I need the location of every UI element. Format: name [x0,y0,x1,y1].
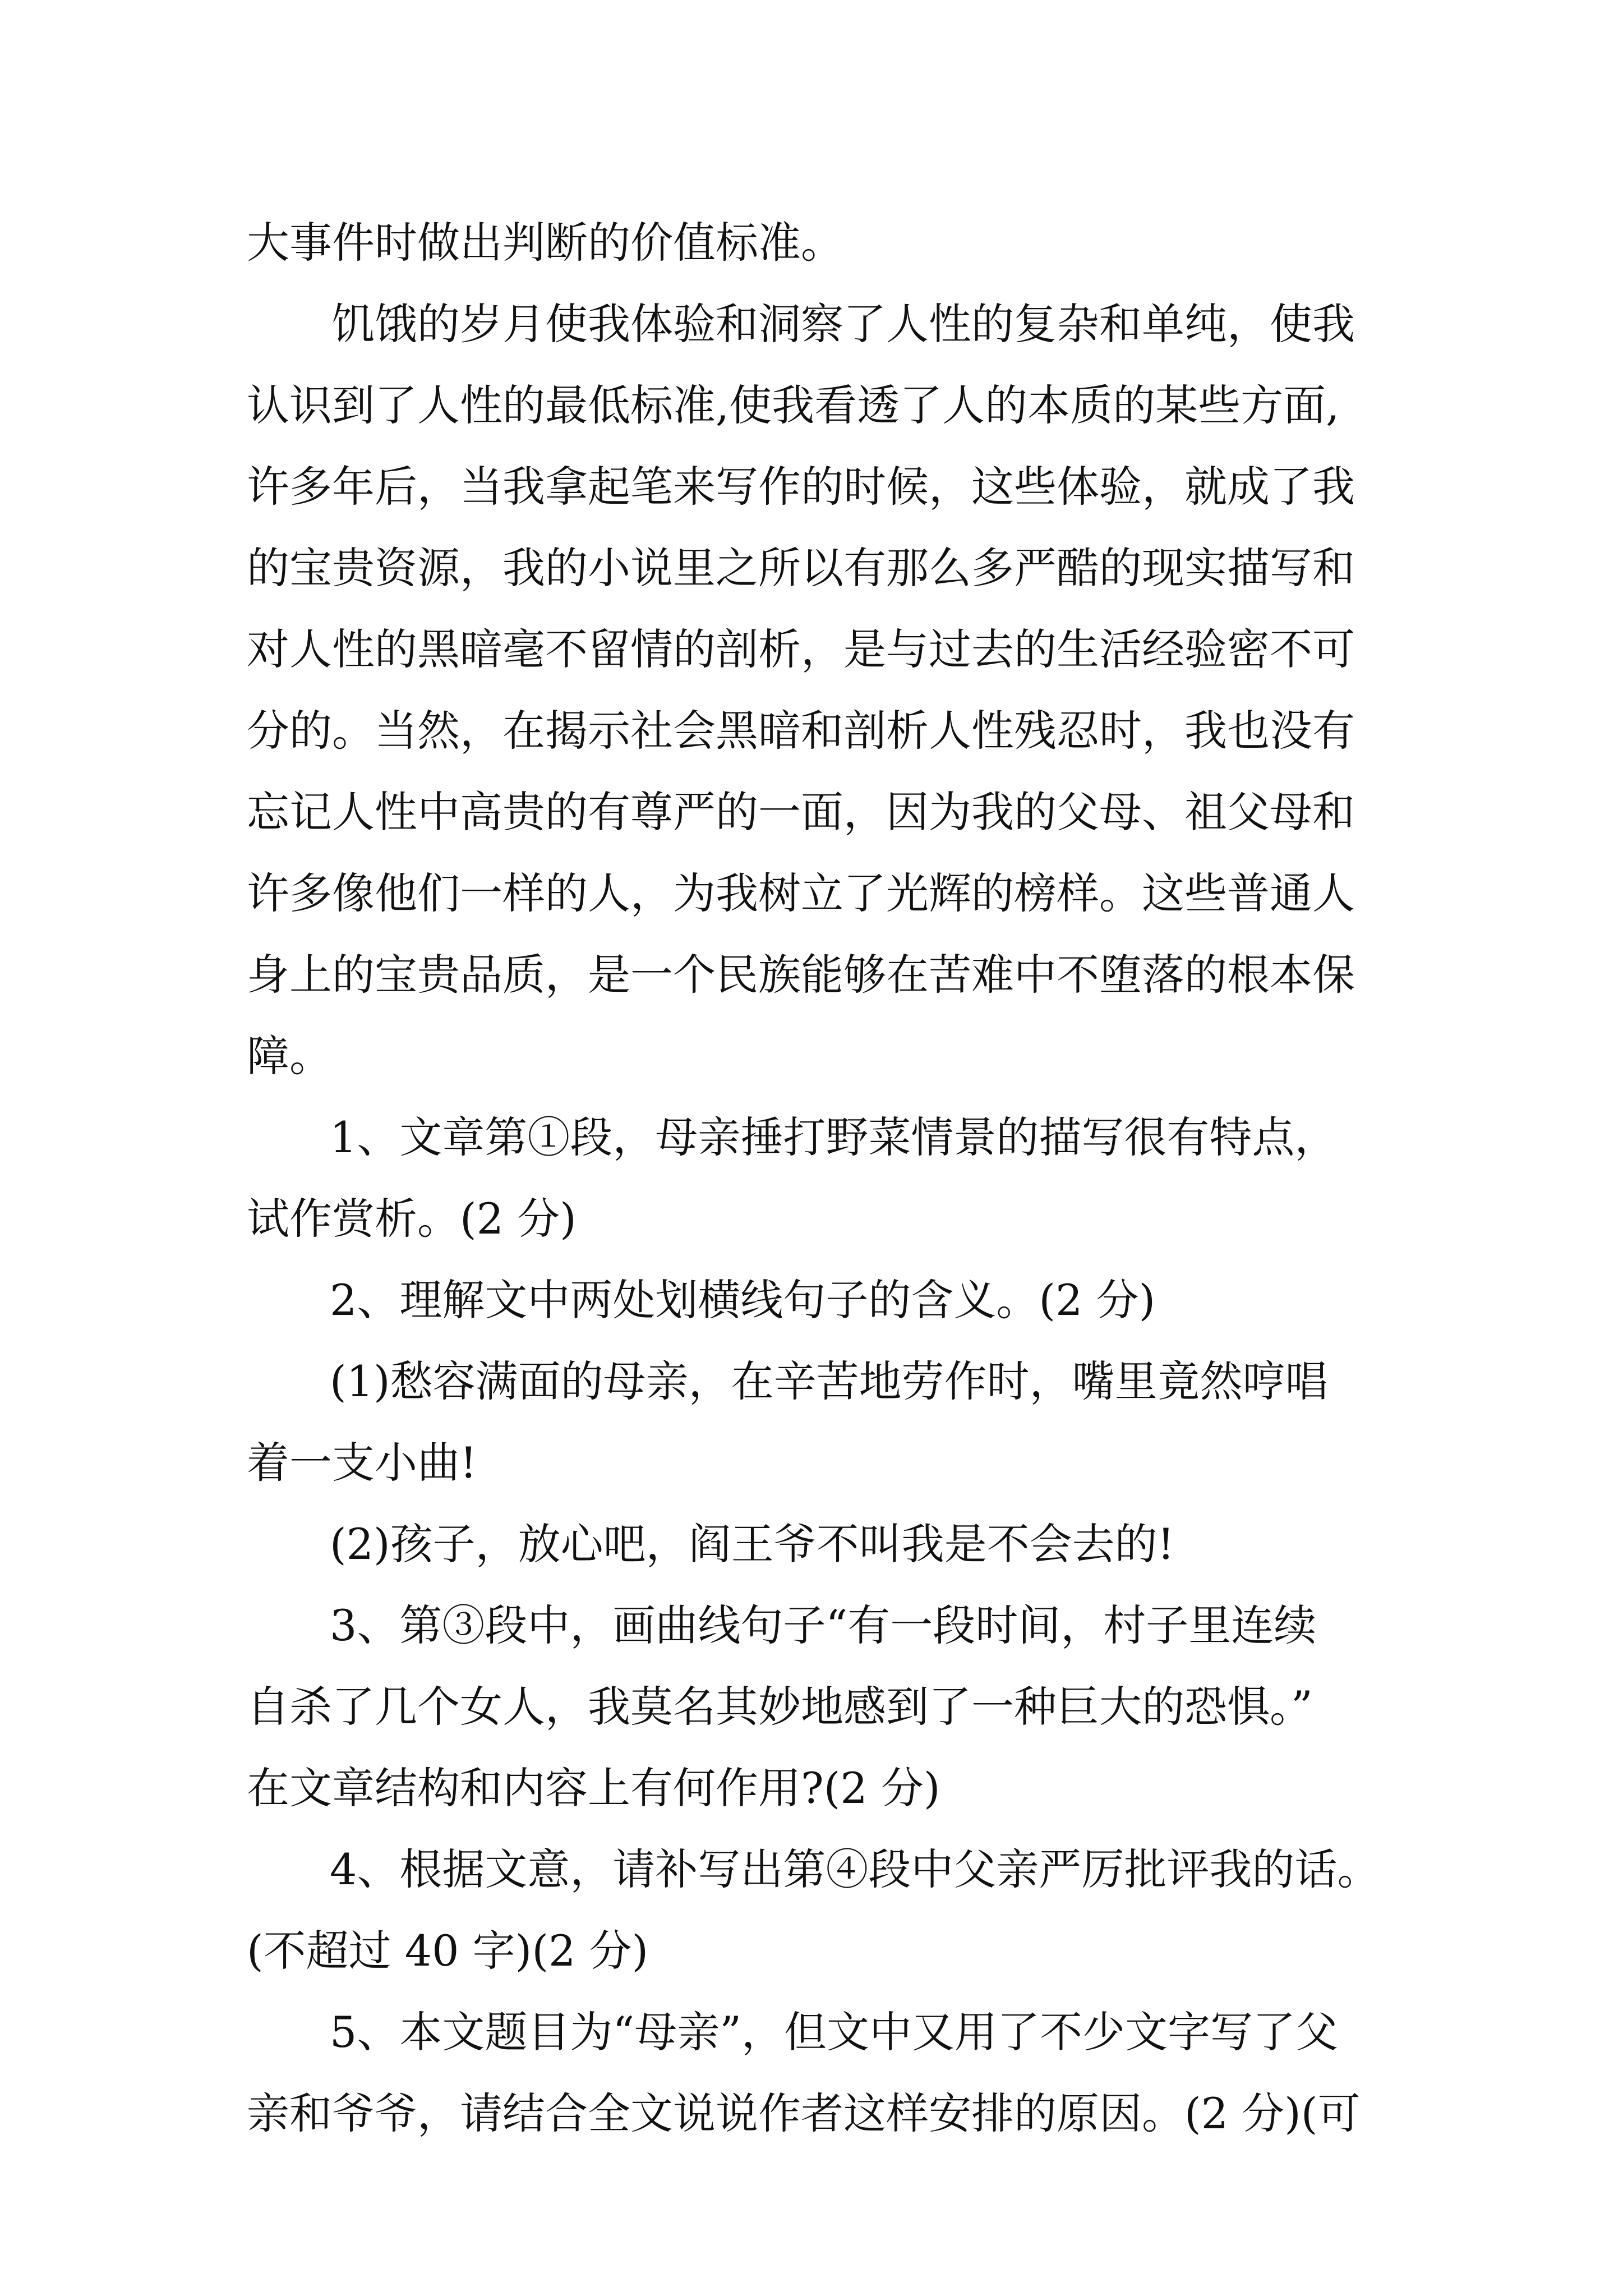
text-line: 身上的宝贵品质，是一个民族能够在苦难中不堕落的根本保 [247,950,1355,1000]
question-line: 5、本文题目为“母亲”，但文中又用了不少文字写了父 [330,2007,1339,2057]
text-line: 分的。当然，在揭示社会黑暗和剖析人性残忍时，我也没有 [247,706,1355,756]
text-line: 许多年后，当我拿起笔来写作的时候，这些体验，就成了我 [247,462,1355,512]
question-line: 亲和爷爷，请结合全文说说作者这样安排的原因。(2 分)(可 [247,2088,1361,2138]
text-line: 饥饿的岁月使我体验和洞察了人性的复杂和单纯，使我 [332,299,1355,349]
text-line: 忘记人性中高贵的有尊严的一面，因为我的父母、祖父母和 [247,787,1355,837]
question-line: 自杀了几个女人，我莫名其妙地感到了一种巨大的恐惧。” [247,1682,1313,1732]
body-text [247,202,1408,2154]
text-line: 障。 [247,1031,332,1081]
question-line: (2)孩子，放心吧，阎王爷不叫我是不会去的! [330,1519,1175,1569]
question-line: (不超过 40 字)(2 分) [247,1926,649,1976]
text-line: 对人性的黑暗毫不留情的剖析，是与过去的生活经验密不可 [247,624,1355,674]
text-line: 的宝贵资源，我的小说里之所以有那么多严酷的现实描写和 [247,543,1355,593]
question-line: 在文章结构和内容上有何作用?(2 分) [247,1763,940,1813]
text-line: 认识到了人性的最低标准,使我看透了人的本质的某些方面, [247,380,1340,430]
text-line: 大事件时做出判断的价值标准。 [247,218,843,268]
question-line: 3、第③段中，画曲线句子“有一段时间，村子里连续 [330,1600,1317,1650]
question-line: 着一支小曲! [247,1438,477,1488]
question-line: 1、文章第①段，母亲捶打野菜情景的描写很有特点， [330,1112,1338,1162]
question-line: 4、根据文意，请补写出第④段中父亲严厉批评我的话。 [330,1844,1380,1894]
question-line: 2、理解文中两处划横线句子的含义。(2 分) [330,1275,1156,1325]
question-line: 试作赏析。(2 分) [247,1194,577,1244]
text-line: 许多像他们一样的人，为我树立了光辉的榜样。这些普通人 [247,868,1355,918]
question-line: (1)愁容满面的母亲，在辛苦地劳作时，嘴里竟然哼唱 [330,1356,1328,1406]
